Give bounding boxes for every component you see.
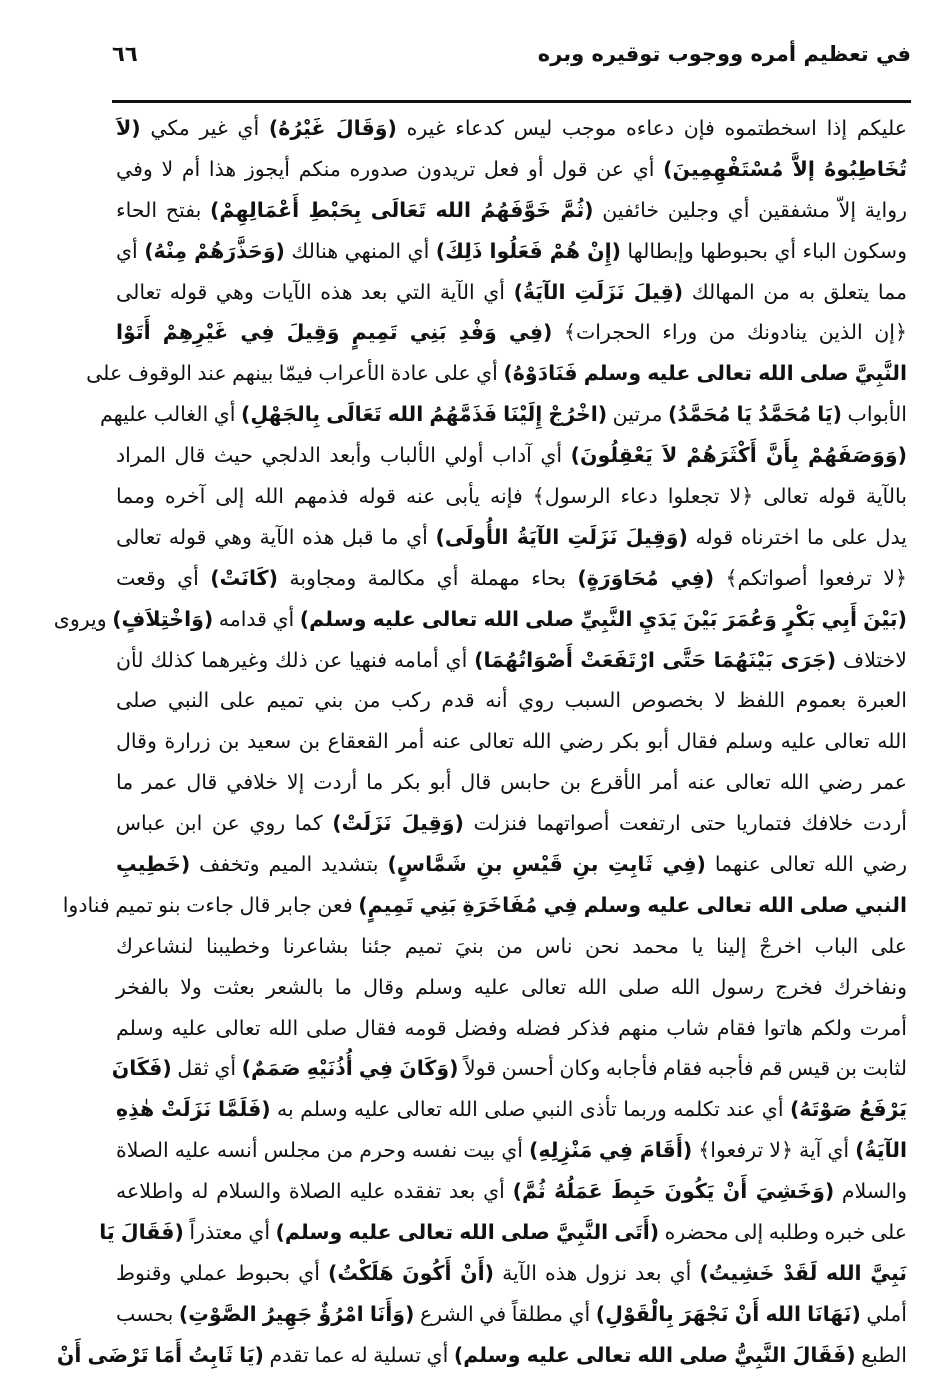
text-line: يَرْفَعُ صَوْتَهُ) أي عند تكلمه وربما تأذى النبي صلى الله تعالى عليه وسلم به (فَلَمَّا نَزَلَتْ هٰذِهِ xyxy=(116,1097,907,1122)
text-line: والسلام (وَخَشِيَ أَنْ يَكُونَ حَبِطَ عَمَلُهُ ثُمَّ) أي بعد تفقده عليه الصلاة والسلام له واطلاعه xyxy=(116,1179,907,1204)
text-line: لاختلاف (جَرَى بَيْنَهُمَا حَتَّى ارْتَفَعَتْ أَصْوَاتُهُمَا) أي أمامه فنهيا عن ذلك وغيرهما كذلك لأن xyxy=(116,647,907,672)
page-body-text xyxy=(53,108,908,1376)
text-line: أردت خلافك فتماريا حتى ارتفعت أصواتهما فنزلت (وَقِيلَ نَزَلَتْ) كما روي عن ابن عباس xyxy=(116,811,907,836)
text-line: الأبواب (يَا مُحَمَّدُ يَا مُحَمَّدُ) مرتين (اخْرُجْ إِلَيْنَا فَذَمَّهُمُ الله تَعَالَى بِالجَهْلِ) أي الغالب عليهم xyxy=(99,402,907,427)
running-header xyxy=(112,36,911,76)
text-line: الآيَةُ) أي آية ﴿لا ترفعوا﴾ (أَقَامَ فِي مَنْزِلِهِ) أي بيت نفسه وحرم من مجلس أنسه عليه الصلاة xyxy=(116,1138,908,1163)
text-line: النبي صلى الله تعالى عليه وسلم فِي مُفَاخَرَةِ بَنِي تَمِيمٍ) فعن جابر قال جاءت بنو تميم فنادوا xyxy=(62,892,907,917)
text-line: نَبِيَّ الله لَقَدْ خَشِيتُ) أي بعد نزول هذه الآية (أَنْ أَكُونَ هَلَكْتُ) أي بحبوط عملي وقنوط xyxy=(116,1260,908,1285)
text-line: (وَوَصَفَهُمْ بِأَنَّ أَكْثَرَهُمْ لاَ يَعْقِلُونَ) أي آداب أولي الألباب وأبعد الدلجي حيث قال المراد xyxy=(116,443,907,468)
running-title: في تعظيم أمره ووجوب توقيره وبره xyxy=(537,42,911,66)
text-line: رواية إلاّ مشفقين أي وجلين خائفين (ثُمَّ خَوَّفَهُمُ الله تَعَالَى بِحَبْطِ أَعْمَالِهِمْ) بفتح الحاء xyxy=(116,197,908,222)
text-line: وسكون الباء أي بحبوطها وإبطالها (إِنْ هُمْ فَعَلُوا ذَلِكَ) أي المنهي هنالك (وَحَذَّرَهُمْ مِنْهُ) أي xyxy=(116,238,908,263)
page-number: ٦٦ xyxy=(112,42,138,66)
text-line: الله تعالى عليه وسلم فقال أبو بكر رضي الله تعالى عنه أمر القعقاع بن سعيد بن زرارة وقال xyxy=(116,729,907,754)
text-line: العبرة بعموم اللفظ لا بخصوص السبب روي أنه قدم ركب من بني تميم على النبي صلى xyxy=(116,688,907,713)
text-line: على خبره وطلبه إلى محضره (أَتَى النَّبِيَّ صلى الله تعالى عليه وسلم) أي معتذراً (فَقَالَ يَا xyxy=(99,1220,907,1245)
text-line: رضي الله تعالى عنهما (فِي ثَابِتِ بنِ قَيْسِ بنِ شَمَّاسٍ) بتشديد الميم وتخفف (خَطِيبِ xyxy=(116,852,907,877)
text-line: الطبع (فَقَالَ النَّبِيُّ صلى الله تعالى عليه وسلم) أي تسلية له عما تقدم (يَا ثَابِتُ أَمَا تَرْضَى أَنْ xyxy=(56,1342,907,1367)
text-line: (بَيْنَ أَبِي بَكْرٍ وَعُمَرَ بَيْنَ يَدَيِ النَّبِيِّ صلى الله تعالى عليه وسلم) أي قدامه (وَاخْتِلاَفٍ) ويروى xyxy=(53,606,907,631)
text-line: مما يتعلق به من المهالك (قِيلَ نَزَلَتِ الآيَةُ) أي الآية التي بعد هذه الآيات وهي قوله تعالى xyxy=(116,279,907,304)
text-line: ونفاخرك فخرج رسول الله صلى الله تعالى عليه وسلم وقال ما بالشعر بعثت ولا بالفخر xyxy=(116,974,907,999)
text-line: تُخَاطِبُوهُ إلاَّ مُسْتَفْهِمِينَ) أي عن قول أو فعل تريدون صدوره منكم أيجوز هذا أم لا وفي xyxy=(116,156,907,181)
text-line: يدل على ما اخترناه قوله (وَقِيلَ نَزَلَتِ الآيَةُ الأُولَى) أي ما قبل هذه الآية وهي قوله تعالى xyxy=(116,524,908,549)
text-line: عليكم إذا اسخطتموه فإن دعاءه موجب ليس كدعاء غيره (وَقَالَ غَيْرُهُ) أي غير مكي (لاَ xyxy=(116,116,907,140)
text-line: ﴿إن الذين ينادونك من وراء الحجرات﴾ (فِي وَفْدِ بَنِي تَمِيمٍ وَقِيلَ فِي غَيْرِهِمْ أَتَوْا xyxy=(116,320,908,345)
text-line: أمرت ولكم هاتوا فقام شاب منهم فذكر فضله وفضل قومه فقال صلى الله تعالى عليه وسلم xyxy=(116,1015,907,1040)
text-line: لثابت بن قيس قم فأجبه فقام فأجابه وكان أحسن قولاً (وَكَانَ فِي أُذُنَيْهِ صَمَمٌ) أي ثقل (فَكَانَ xyxy=(111,1056,907,1081)
text-line: بالآية قوله تعالى ﴿لا تجعلوا دعاء الرسول﴾ فإنه يأبى عنه قوله فذمهم الله إلى آخره ومما xyxy=(116,484,907,509)
header-rule xyxy=(112,100,911,103)
text-line: على الباب اخرجْ إلينا يا محمد نحن ناس من بنيَ تميم جئنا بشاعرنا وخطيبنا لنشاعرك xyxy=(116,933,907,958)
text-line: ﴿لا ترفعوا أصواتكم﴾ (فِي مُحَاوَرَةٍ) بحاء مهملة أي مكالمة ومجاوبة (كَانَتْ) أي وقعت xyxy=(116,565,907,590)
text-line: النَّبِيَّ صلى الله تعالى عليه وسلم فَنَادَوْهُ) أي على عادة الأعراب فيمّا بينهم عند الوقوف على xyxy=(86,361,907,386)
text-line: عمر رضي الله تعالى عنه أمر الأقرع بن حابس قال أبو بكر ما أردت إلا خلافي قال عمر ما xyxy=(116,770,907,795)
text-line: أملي (نَهَانَا الله أَنْ نَجْهَرَ بِالْقَوْلِ) أي مطلقاً في الشرع (وَأَنَا امْرُؤٌ جَهِيرُ الصَّوْتِ) بحسب xyxy=(116,1301,907,1326)
